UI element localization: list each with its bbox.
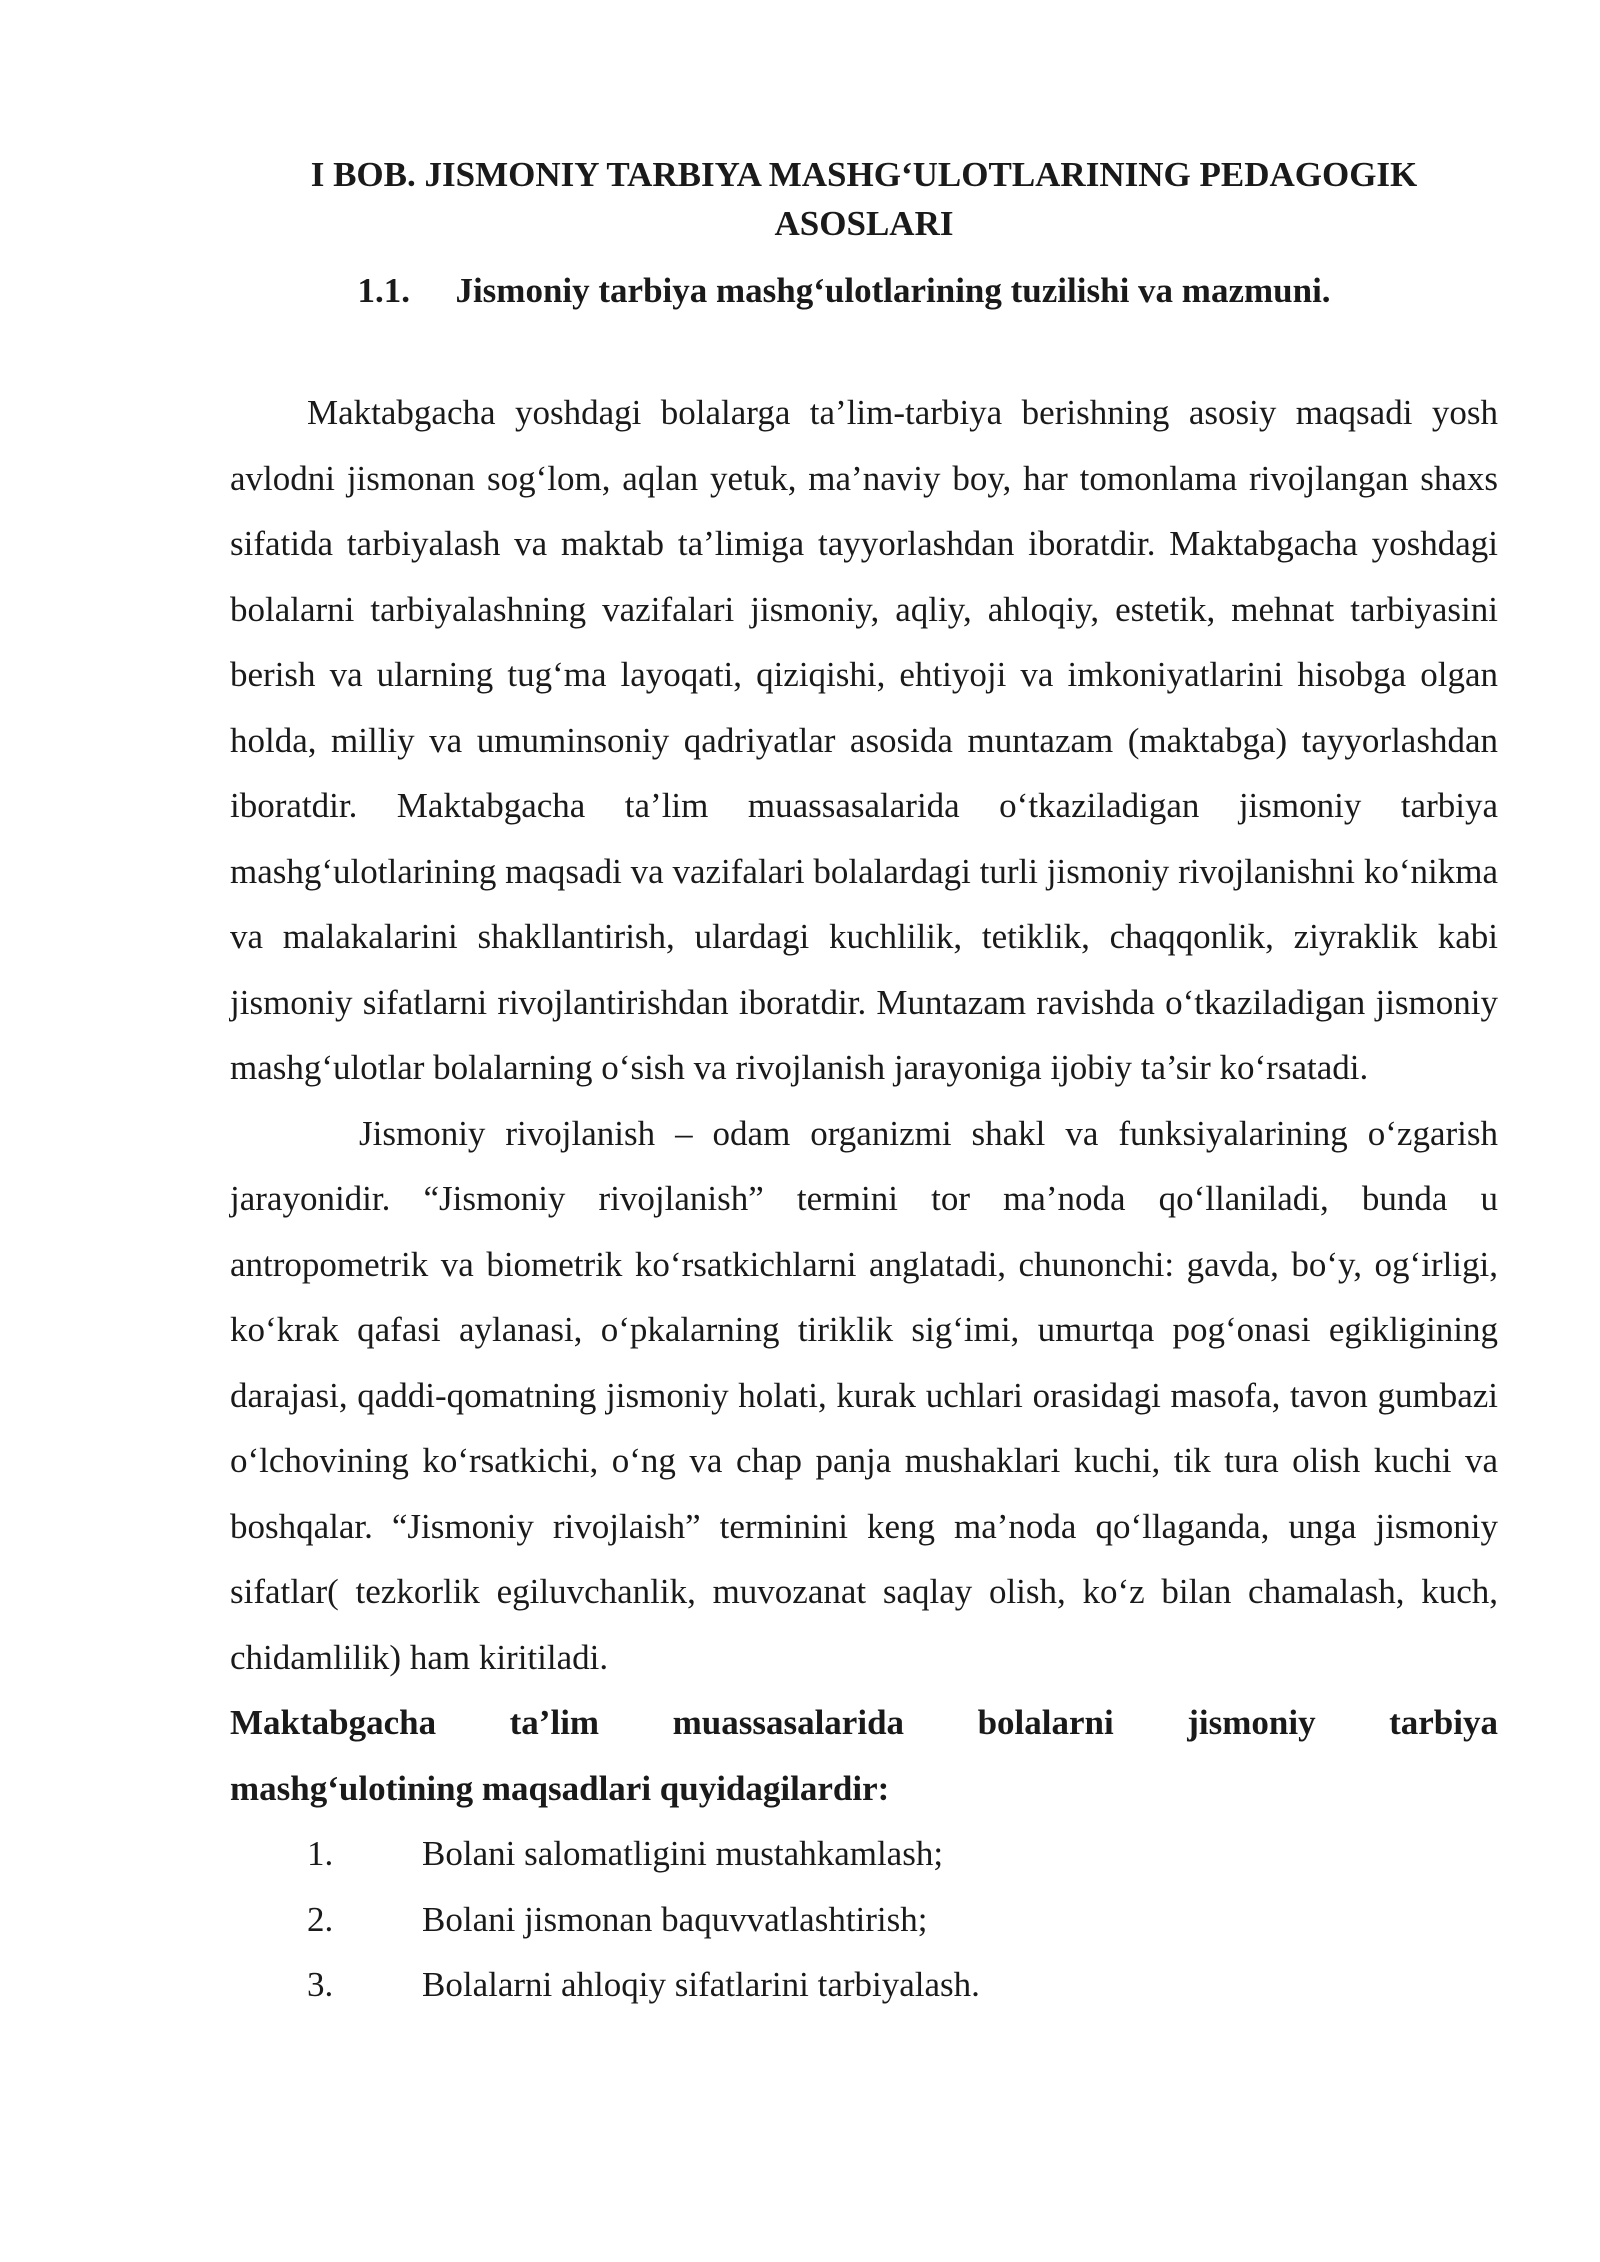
section-number: 1.1.: [357, 271, 410, 310]
list-item-number: 3.: [307, 1965, 334, 2004]
paragraph-intro: Maktabgacha yoshdagi bolalarga ta’lim-tarbiya berishning asosiy maqsadi yosh avlodni jismonan sog‘lom, aqlan yetuk, ma’naviy boy, har tomonlama rivojlangan shaxs sifatida tarbiyalash va maktab ta’limiga tayyorlashdan iboratdir. Maktabgacha yoshdagi bolalarni tarbiyalashning vazifalari jismoniy, aqliy, ahloqiy, estetik, mehnat tarbiyasini berish va ularning tug‘ma layoqati, qiziqishi, ehtiyoji va imkoniyatlarini hisobga olgan holda, milliy va umuminsoniy qadriyatlar asosida muntazam (maktabga) tayyorlashdan iboratdir. Maktabgacha ta’lim muassasalarida o‘tkaziladigan jismoniy tarbiya mashg‘ulotlarining maqsadi va vazifalari bolalardagi turli jismoniy rivojlanishni ko‘nikma va malakalarini shakllantirish, ulardagi kuchlilik, tetiklik, chaqqonlik, ziyraklik kabi jismoniy sifatlarni rivojlantirishdan iboratdir. Muntazam ravishda o‘tkaziladigan jismoniy mashg‘ulotlar bolalarning o‘sish va rivojlanish jarayoniga ijobiy ta’sir ko‘rsatadi.: [230, 393, 1498, 1087]
list-item-number: 2.: [307, 1899, 334, 1939]
goals-heading-line-2: mashg‘ulotining maqsadlari quyidagilardir:: [230, 1768, 890, 1808]
goals-list: [230, 1821, 1498, 2018]
list-item: [230, 1952, 1498, 2018]
section-title-text: Jismoniy tarbiya mashg‘ulotlarining tuzilishi va mazmuni.: [455, 271, 1331, 310]
list-item: [230, 1821, 1498, 1887]
list-item: [230, 1887, 1498, 1953]
list-item-number: 1.: [307, 1834, 334, 1873]
list-item-text: Bolalarni ahloqiy sifatlarini tarbiyalash.: [422, 1965, 980, 2004]
paragraph-physical-development: Jismoniy rivojlanish – odam organizmi shakl va funksiyalarining o‘zgarish jarayonidir. “Jismoniy rivojlanish” termini tor ma’noda qo‘llaniladi, bunda u antropometrik va biometrik ko‘rsatkichlarni anglatadi, chunonchi: gavda, bo‘y, og‘irligi, ko‘krak qafasi aylanasi, o‘pkalarning tiriklik sig‘imi, umurtqa pog‘onasi egikligining darajasi, qaddi-qomatning jismoniy holati, kurak uchlari orasidagi masofa, tavon gumbazi o‘lchovining ko‘rsatkichi, o‘ng va chap panja mushaklari kuchi, tik tura olish kuchi va boshqalar. “Jismoniy rivojlaish” terminini keng ma’noda qo‘llaganda, unga jismoniy sifatlar( tezkorlik egiluvchanlik, muvozanat saqlay olish, ko‘z bilan chamalash, kuch, chidamlilik) ham kiritiladi.: [230, 1113, 1498, 1677]
goals-heading: [230, 1690, 1498, 1821]
chapter-title: I BOB. JISMONIY TARBIYA MASHG‘ULOTLARINING PEDAGOGIK ASOSLARI: [310, 155, 1418, 243]
list-item-text: Bolani jismonan baquvvatlashtirish;: [422, 1899, 928, 1939]
list-item-text: Bolani salomatligini mustahkamlash;: [422, 1834, 944, 1873]
document-page: [230, 150, 1498, 2018]
goals-heading-line-1: Maktabgacha ta’lim muassasalarida bolalarni jismoniy tarbiya: [230, 1703, 1498, 1742]
section-title: [230, 266, 1498, 315]
